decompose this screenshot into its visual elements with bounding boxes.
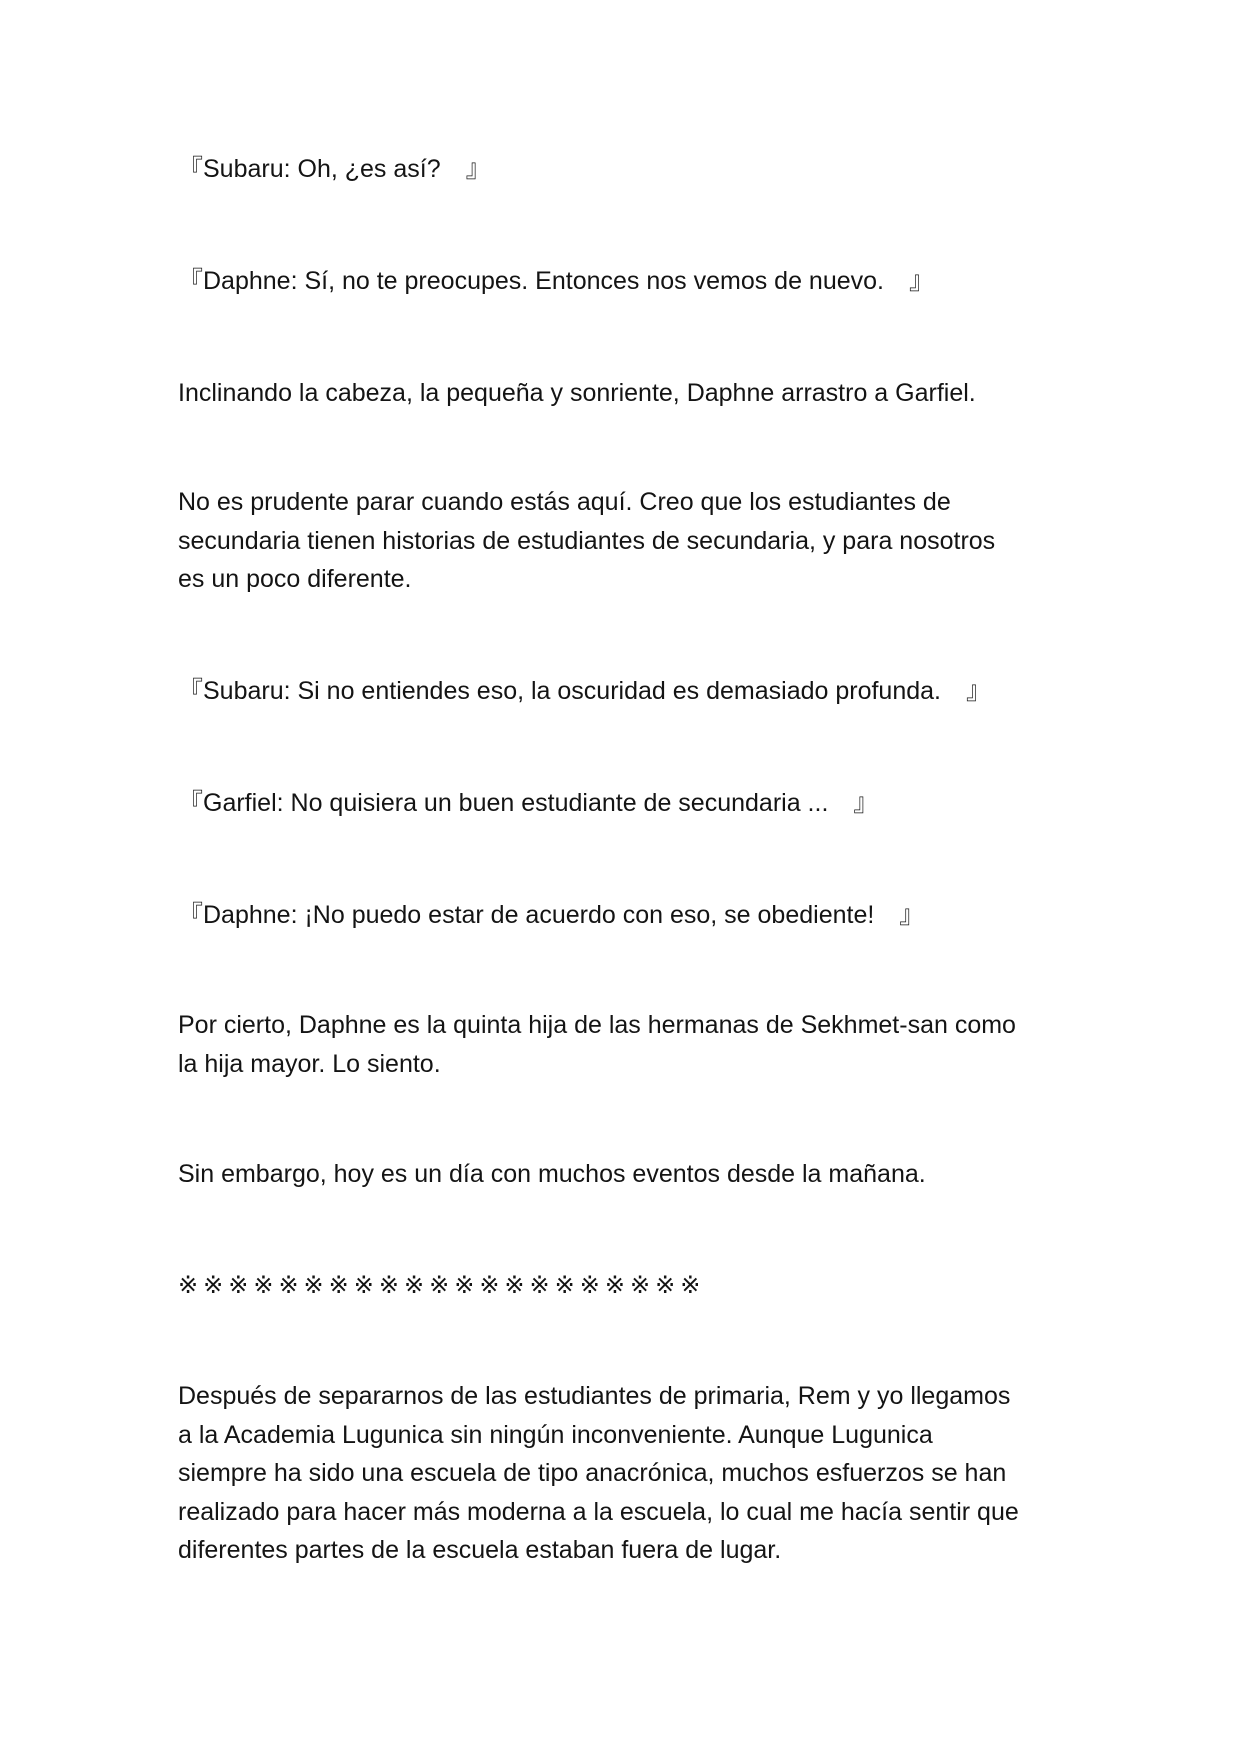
paragraph-line: realizado para hacer más moderna a la escuela, lo cual me hacía sentir que [178, 1497, 1019, 1526]
dialogue-line: 『Subaru: Si no entiendes eso, la oscuridad es demasiado profunda. 』 [178, 677, 991, 705]
paragraph-line: a la Academia Lugunica sin ningún inconveniente. Aunque Lugunica [178, 1420, 933, 1449]
paragraph-line: secundaria tienen historias de estudiantes de secundaria, y para nosotros [178, 526, 996, 555]
scene-separator: ※※※※※※※※※※※※※※※※※※※※※ [178, 1271, 706, 1299]
dialogue-line: 『Garfiel: No quisiera un buen estudiante de secundaria ... 』 [178, 789, 879, 817]
narration-paragraph [178, 483, 1078, 599]
dialogue-line: 『Daphne: ¡No puedo estar de acuerdo con eso, se obediente! 』 [178, 901, 925, 929]
paragraph-line: No es prudente parar cuando estás aquí. Creo que los estudiantes de [178, 488, 951, 516]
paragraph-line: diferentes partes de la escuela estaban fuera de lugar. [178, 1536, 782, 1564]
paragraph-line: la hija mayor. Lo siento. [178, 1049, 441, 1078]
dialogue-line: 『Daphne: Sí, no te preocupes. Entonces nos vemos de nuevo. 』 [178, 267, 934, 295]
narration-paragraph: Sin embargo, hoy es un día con muchos eventos desde la mañana. [178, 1160, 926, 1188]
narration-paragraph: Inclinando la cabeza, la pequeña y sonriente, Daphne arrastro a Garfiel. [178, 379, 976, 407]
paragraph-line: es un poco diferente. [178, 565, 412, 593]
paragraph-line: siempre ha sido una escuela de tipo anacrónica, muchos esfuerzos se han [178, 1459, 1007, 1487]
dialogue-line: 『Subaru: Oh, ¿es así? 』 [178, 155, 491, 183]
narration-paragraph [178, 1377, 1078, 1570]
narration-paragraph [178, 1006, 1078, 1083]
paragraph-line: Después de separarnos de las estudiantes de primaria, Rem y yo llegamos [178, 1382, 1011, 1410]
paragraph-line: Por cierto, Daphne es la quinta hija de las hermanas de Sekhmet-san como [178, 1011, 1016, 1039]
